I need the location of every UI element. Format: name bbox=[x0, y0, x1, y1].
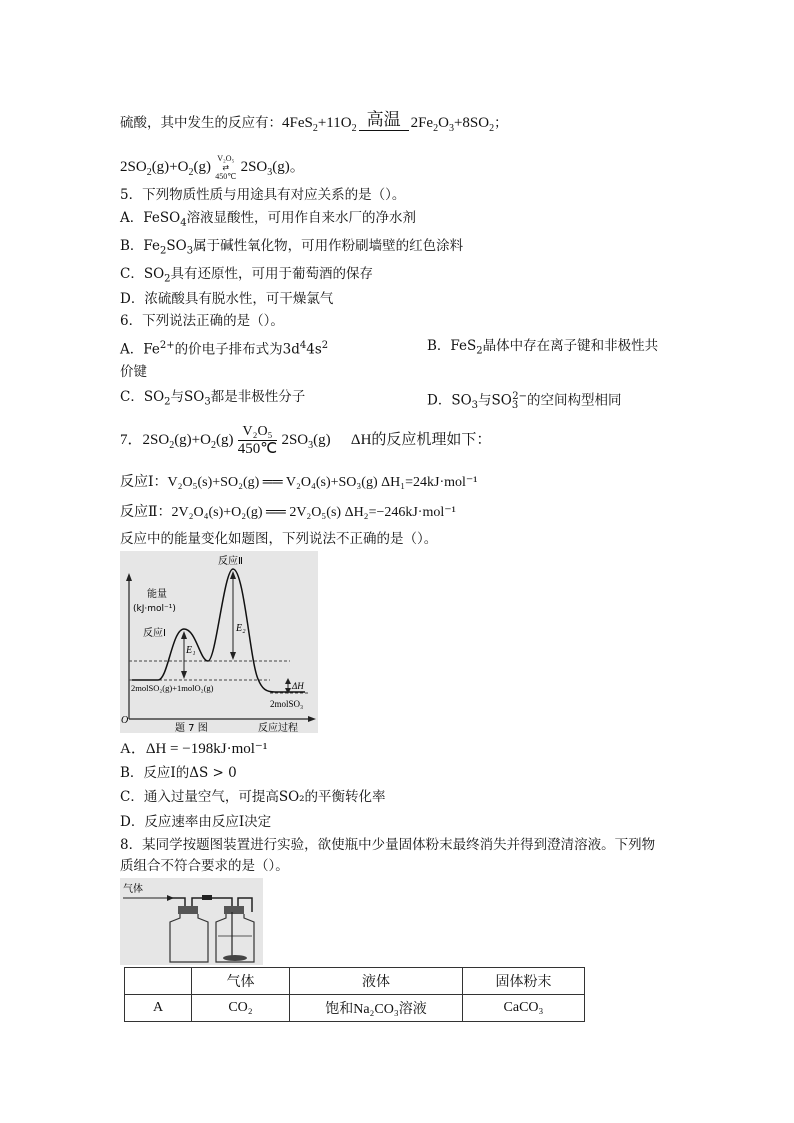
q7-option-b: B．反应Ⅰ的ΔS > 0 bbox=[120, 765, 237, 781]
q5-option-d: D．浓硫酸具有脱水性，可干燥氯气 bbox=[120, 291, 334, 307]
gas-label: 气体 bbox=[123, 884, 143, 895]
figure-caption: 题 7 图 bbox=[175, 723, 208, 733]
q7-option-a: A．ΔH = −198kJ·mol⁻¹ bbox=[120, 741, 268, 757]
dh-label: ΔH bbox=[292, 681, 304, 691]
y-label-1: 能量 bbox=[147, 589, 167, 600]
e2-label: E₂ bbox=[236, 623, 246, 634]
q6-option-a: A．$Fe^{2+}$的价电子排布式为$3d^44s^2$ bbox=[120, 340, 329, 358]
q6-option-c: C．$SO_2$与$SO_3$都是非极性分子 bbox=[120, 389, 306, 408]
q8-stem-line2: 质组合不符合要求的是（）。 bbox=[120, 858, 289, 874]
eq2-condition: V₂O₅ ⇄ 450℃ bbox=[215, 154, 237, 181]
origin-label: O bbox=[121, 715, 129, 726]
q8-apparatus-diagram bbox=[120, 878, 263, 965]
y-label-2: (kJ·mol⁻¹) bbox=[133, 604, 176, 614]
q7-reaction-1: 反应Ⅰ：V₂O₅(s)+SO₂(g) ══ V₂O₄(s)+SO₃(g) ΔH₁=24kJ·mol⁻¹ bbox=[120, 475, 478, 490]
q7-option-d: D．反应速率由反应Ⅰ决定 bbox=[120, 814, 272, 830]
q7-catalyst: $\frac{\text{V₂O₅}}{450℃}$ bbox=[237, 424, 278, 457]
reactant-label: 2molSO₂(g)+1molO₂(g) bbox=[131, 683, 214, 693]
q5-stem: 5．下列物质性质与用途具有对应关系的是（）。 bbox=[120, 187, 406, 203]
intro-eq2: $2SO_2(g)+O_2(g)$ V₂O₅ ⇄ 450℃ $2SO_3(g)$。 bbox=[120, 154, 305, 181]
q7-reaction-2: 反应Ⅱ：2V₂O₄(s)+O₂(g) ══ 2V₂O₅(s) ΔH₂=−246kJ·mol⁻¹ bbox=[120, 505, 456, 520]
eq1-condition: 高温 bbox=[359, 110, 409, 137]
e1-label: E₁ bbox=[186, 645, 196, 656]
table-row: A CO₂ 饱和Na₂CO₃溶液 CaCO₃ bbox=[125, 995, 585, 1022]
q7-option-c: C．通入过量空气，可提高SO₂的平衡转化率 bbox=[120, 789, 386, 805]
q8-answer-table bbox=[124, 967, 585, 1022]
q7-stem2: 反应中的能量变化如题图，下列说法不正确的是（）。 bbox=[120, 531, 438, 547]
q5-option-a: A．FeSO$_4$溶液显酸性，可用作自来水厂的净水剂 bbox=[120, 210, 417, 229]
q8-stem-line1: 8．某同学按题图装置进行实验，欲使瓶中少量固体粉末最终消失并得到澄清溶液。下列物 bbox=[120, 837, 656, 853]
peak1-label: 反应Ⅰ bbox=[143, 628, 166, 639]
product-label: 2molSO₃ bbox=[270, 699, 304, 709]
q7-stem: 7．$2SO_2(g)+O_2(g)$ $\frac{\text{V₂O₅}}{450℃}$ $2SO_3(g)$ ΔH的反应机理如下： bbox=[120, 424, 492, 457]
q7-energy-diagram bbox=[120, 551, 318, 733]
q5-option-c: C．$SO_2$具有还原性，可用于葡萄酒的保存 bbox=[120, 266, 374, 285]
eq1: $4FeS_2+11O_2$ bbox=[282, 115, 357, 134]
q5-option-b: B．$Fe_2SO_3$属于碱性氧化物，可用作粉刷墙壁的红色涂料 bbox=[120, 238, 464, 257]
q6-option-d: D．$SO_3$与$SO_3^{2-}$的空间构型相同 bbox=[427, 391, 622, 412]
q6-option-b-cont: 价键 bbox=[120, 364, 147, 380]
intro-line: 硫酸，其中发生的反应有：$4FeS_2+11O_2$ 高温 $2Fe_2O_3+8SO_2$； bbox=[120, 110, 508, 138]
table-header-row: 气体 液体 固体粉末 bbox=[125, 968, 585, 995]
peak2-label: 反应Ⅱ bbox=[218, 556, 243, 567]
x-axis-label: 反应过程 bbox=[258, 723, 298, 733]
q6-option-b: B．FeS$_2$晶体中存在离子键和非极性共 bbox=[427, 338, 659, 357]
q6-stem: 6．下列说法正确的是（）。 bbox=[120, 313, 284, 329]
